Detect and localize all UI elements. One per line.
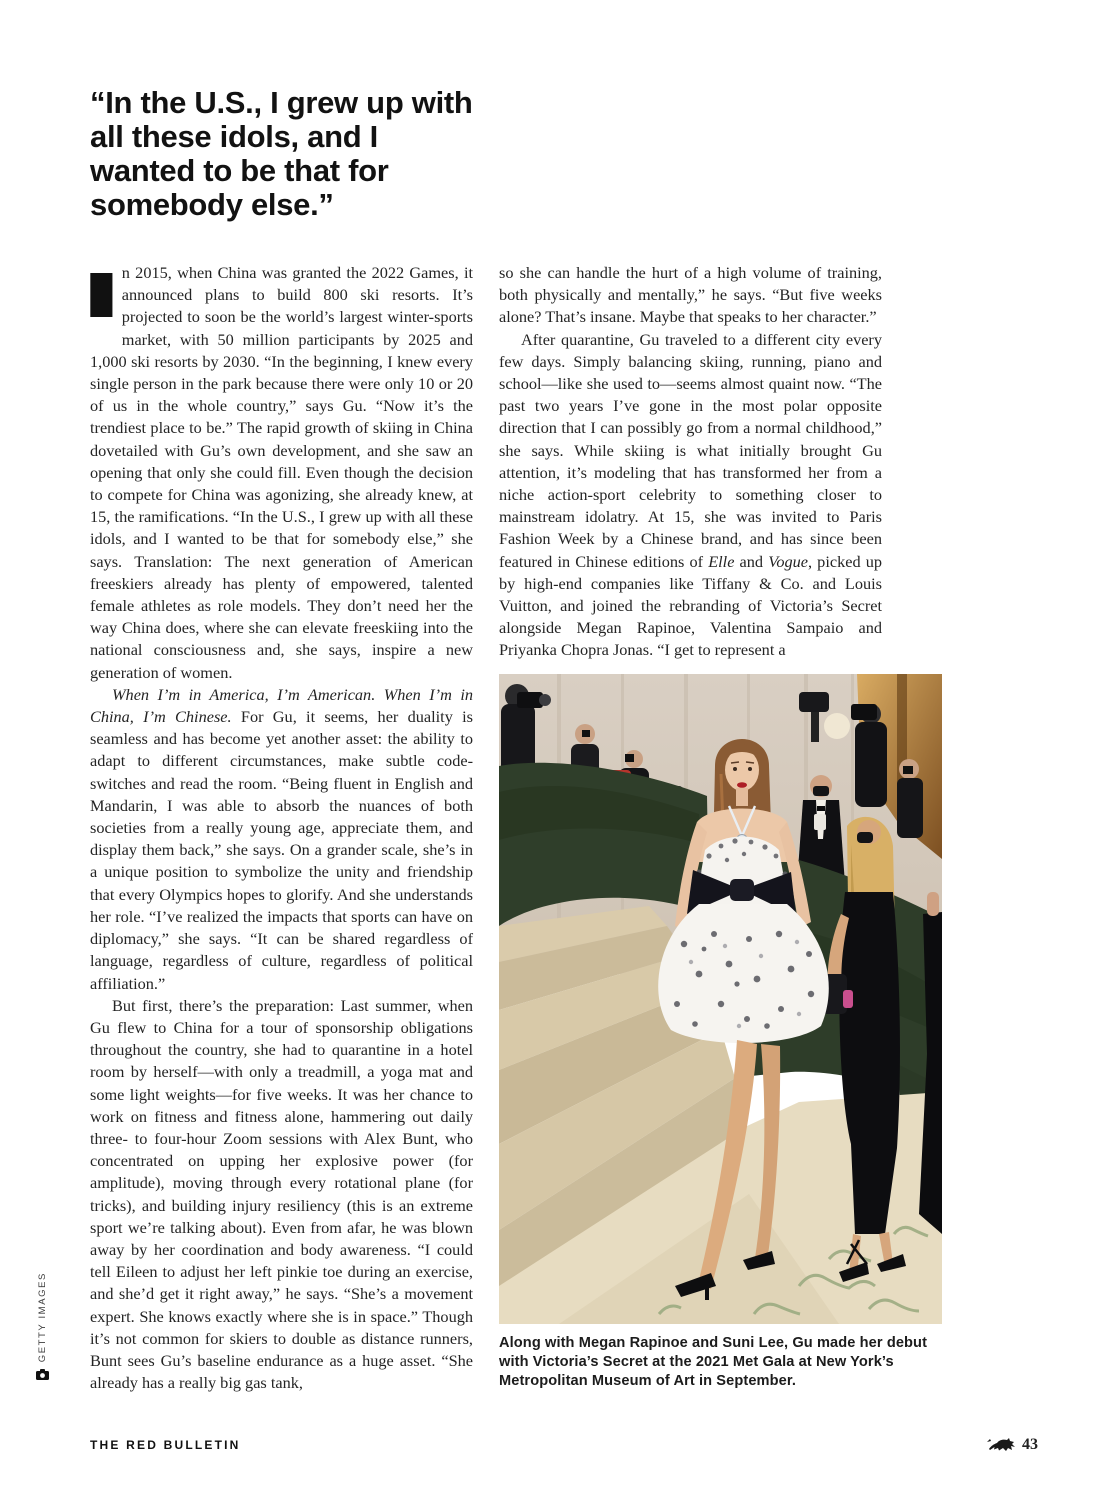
magazine-name: THE RED BULLETIN xyxy=(90,1438,241,1452)
paragraph-4: so she can handle the hurt of a high volume of training, both physically and mentally,” he says. “But five weeks alone? That’s insane. Maybe that speaks to her character.” xyxy=(499,263,882,327)
pull-quote: “In the U.S., I grew up with all these idols, and I wanted to be that for somebody else.” xyxy=(90,85,473,222)
page-footer xyxy=(90,1436,1038,1454)
magazine-title-vogue: Vogue xyxy=(768,551,808,571)
column-1 xyxy=(80,259,474,1394)
article-body xyxy=(80,259,928,1394)
red-bull-logo-icon xyxy=(986,1437,1016,1454)
photo-credit-text: GETTY IMAGES xyxy=(37,1272,48,1363)
drop-cap: I xyxy=(80,259,123,331)
paragraph-2-text: For Gu, it seems, her duality is seamless and has become yet another asset: the ability to adapt to different circumstances, make subtle code-switches and read the room. “Being fluent in English and Mandarin, I was able to absorb the nuances of both societies from a really young age, appreciate them, and display them back,” she says. On a grander scale, she’s in a unique position to symbolize the unity and friendship that every Olympics hopes to glorify. And she understands her role. “I’ve realized the impacts that sports can have on diplomacy,” she says. “It can be shared regardless of language, regardless of culture, regardless of political affiliation.” xyxy=(90,707,474,993)
paragraph-5-text-a: After quarantine, Gu traveled to a different city every few days. Simply balancing skiing, running, piano and school—like she used to—seems almost quaint now. “The past two years I’ve gone in the most polar opposite direction that I can possibly go from a normal childhood,” she says. While skiing is what initially brought Gu attention, it’s modeling that has transformed her from a niche action-sport celebrity to something closer to mainstream idolatry. At 15, she was invited to Paris Fashion Week by a Chinese brand, and has since been featured in Chinese editions of xyxy=(499,329,882,571)
photo-caption: Along with Megan Rapinoe and Suni Lee, Gu made her debut with Victoria’s Secret at the 2021 Met Gala at New York’s Metropolitan Museum of Art in September. xyxy=(499,1334,928,1389)
paragraph-2-italic: When I’m in America, I’m American. When I’m in China, I’m Chinese. xyxy=(90,684,473,727)
paragraph-1 xyxy=(80,259,473,684)
magazine-title-elle: Elle xyxy=(708,551,735,571)
paragraph-5-text-b: and xyxy=(734,551,769,571)
camera-icon xyxy=(36,1369,49,1380)
paragraph-2 xyxy=(90,684,473,995)
paragraph-1-text: n 2015, when China was granted the 2022 Games, it announced plans to build 800 ski resorts. It’s projected to soon be the world’s largest winter-sports market, with 50 million participants by 2025 and 1,000 ski resorts by 2030. “In the beginning, I knew every single person in the park because there were only 10 or 20 of us in the whole country,” says Gu. “Now it’s the trendiest place to be.” The rapid growth of skiing in China dovetailed with Gu’s own development, and she saw an opening that only she could fill. Even though the decision to compete for China was agonizing, she already knew, at 15, the ramifications. “In the U.S., I grew up with all these idols, and I wanted to be that for somebody else,” she says. Translation: The next generation of American freeskiers already has plenty of empowered, talented female athletes as role models. They don’t need her the way China does, where she can elevate freeskiing into the national consciousness and, she says, inspire a new generation of women. xyxy=(90,263,473,682)
paragraph-5-text-c: , picked up by high-end companies like Tiffany & Co. and Louis Vuitton, and joined the rebranding of Victoria’s Secret alongside Megan Rapinoe, Valentina Sampaio and Priyanka Chopra Jonas. “I get to represent a xyxy=(499,551,882,660)
paragraph-3: But first, there’s the preparation: Last summer, when Gu flew to China for a tour of sponsorship obligations throughout the country, she had to quarantine in a hotel room by herself—with only a treadmill, a yoga mat and some light weights—for five weeks. It was her chance to work on fitness and fitness alone, hammering out daily three- to four-hour Zoom sessions with Alex Bunt, who concentrated on upping her explosive power (for amplitude), moving through every rotational plane (for tricks), and building injury resiliency (this is an extreme sport we’re talking about). Even from afar, he was blown away by her coordination and body awareness. “I could tell Eileen to adjust her left pinkie toe during an exercise, and she’d get it right away,” he says. “She’s a movement expert. She knows exactly where she is in space.” Though it’s not common for skiers to double as distance runners, Bunt sees Gu’s baseline endurance as a huge asset. “She already has a really big gas tank, xyxy=(90,995,473,1393)
photo-credit xyxy=(36,1272,49,1380)
met-gala-photo xyxy=(499,674,942,1324)
paragraph-5 xyxy=(499,329,882,662)
column-2 xyxy=(499,262,928,1394)
page-number: 43 xyxy=(1022,1436,1038,1453)
